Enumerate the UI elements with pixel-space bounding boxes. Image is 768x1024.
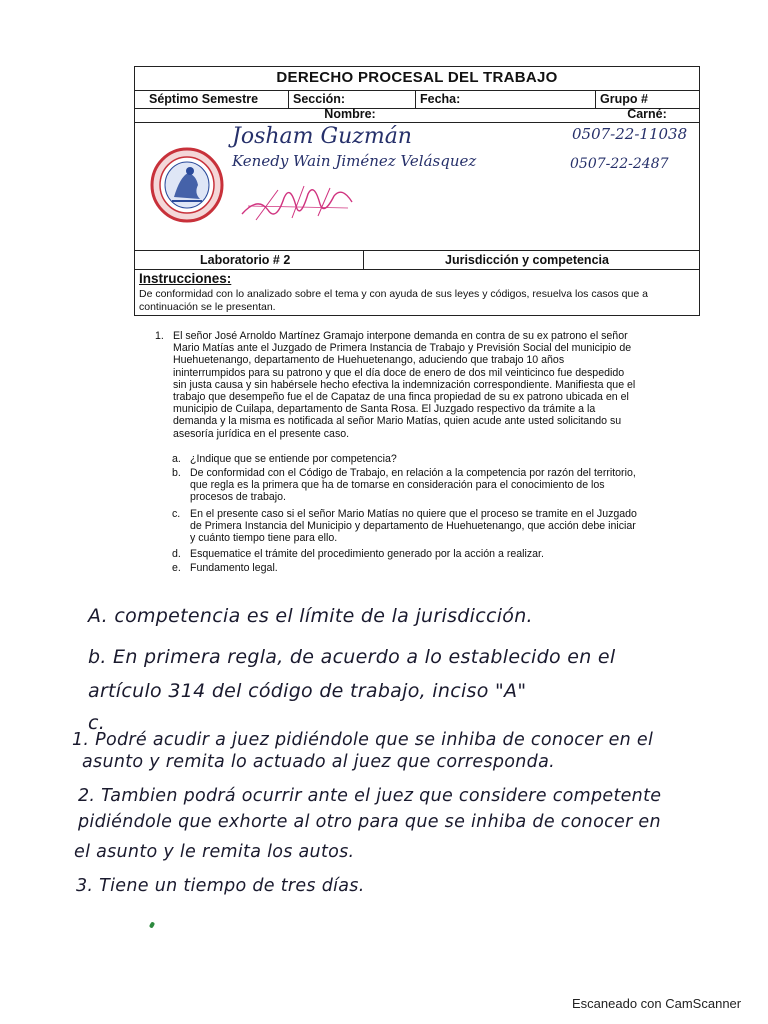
answer-a: A. competencia es el límite de la jurisdicción. [88,605,533,627]
answer-c2-line-1: 2. Tambien podrá ocurrir ante el juez que considere competente [78,786,662,806]
answer-c1-line-2: asunto y remita lo actuado al juez que corresponda. [82,752,555,772]
item-text: De conformidad con el Código de Trabajo, en relación a la competencia por razón del territorio, que regla es la primera que ha de tomarse en consideración para el conocimiento de los procesos de trabajo. [190,467,636,503]
name-label: Nombre: [324,107,376,121]
carne-label: Carné: [627,107,667,121]
item-text: ¿Indique que se entiende por competencia? [190,453,397,465]
handwritten-carne-2: 0507-22-2487 [570,156,669,172]
question-number: 1. [155,330,164,342]
item-text: Fundamento legal. [190,562,278,574]
course-title: DERECHO PROCESAL DEL TRABAJO [276,69,558,86]
topic-label: Jurisdicción y competencia [445,253,609,267]
item-letter: b. [172,467,181,479]
group-label: Grupo # [595,91,699,108]
title-row [135,67,699,91]
answer-c3: 3. Tiene un tiempo de tres días. [76,876,365,896]
item-letter: e. [172,562,181,574]
lab-divider [363,251,364,269]
answer-c1-line-1: 1. Podré acudir a juez pidiéndole que se inhiba de conocer en el [72,730,654,750]
semester-label: Séptimo Semestre [149,92,259,106]
instructions-text: De conformidad con lo analizado sobre el tema y con ayuda de sus leyes y códigos, resuelva los casos que a continuación se le presentan. [139,288,648,313]
handwritten-carne-1: 0507-22-11038 [572,125,688,143]
lab-label: Laboratorio # 2 [200,253,291,267]
date-label: Fecha: [415,91,595,108]
item-text: Esquematice el trámite del procedimiento generado por la acción a realizar. [190,548,544,560]
answer-c2-line-3: el asunto y le remita los autos. [74,842,355,862]
answer-c2-line-2: pidiéndole que exhorte al otro para que se inhiba de conocer en [78,812,661,832]
handwritten-name-2: Kenedy Wain Jiménez Velásquez [232,152,477,170]
section-label: Sección: [288,91,418,108]
handwritten-name-1: Josham Guzmán [232,124,412,149]
name-row [135,109,699,123]
scanner-watermark: Escaneado con CamScanner [572,996,742,1011]
answer-b-line-1: b. En primera regla, de acuerdo a lo establecido en el [88,646,616,668]
item-letter: d. [172,548,181,560]
item-letter: c. [172,508,181,520]
university-seal-icon [150,147,224,223]
answer-b-line-2: artículo 314 del código de trabajo, inciso "A" [88,680,527,702]
instructions-row [135,270,699,317]
item-letter: a. [172,453,181,465]
question-text: El señor José Arnoldo Martínez Gramajo interpone demanda en contra de su ex patrono el señor Mario Matías ante el Juzgado de Primera Instancia de Trabajo y Previsión Social del municipio de Huehuetenango, departamento de Huehuetenango, aduciendo que trabajo 10 años ininterrumpidos para su patrono y que el día doce de enero de dos mil veinticinco fue despedido sin justa causa y sin habérsele hecho efectiva la indemnización correspondiente. Manifiesta que el trabajo que desempeño fue el de Capataz de una finca propiedad de su ex patrono ubicada en el municipio de Cuilapa, departamento de Santa Rosa. El Juzgado respectivo da trámite a la demanda y la misma es notificada al señor Mario Matías, quien acude ante usted solicitando su asesoría jurídica en el presente caso. [173,330,636,440]
signature-icon [238,176,358,228]
lab-row [135,250,699,270]
item-text: En el presente caso si el señor Mario Matías no quiere que el proceso se tramite en el Juzgado de Primera Instancia del Municipio y departamento de Huehuetenango, que acción debe iniciar y cuánto tiempo tiene para ello. [190,508,637,544]
instructions-heading: Instrucciones: [139,271,232,286]
ink-mark [149,921,155,928]
answer-c-label: c. [88,712,106,734]
